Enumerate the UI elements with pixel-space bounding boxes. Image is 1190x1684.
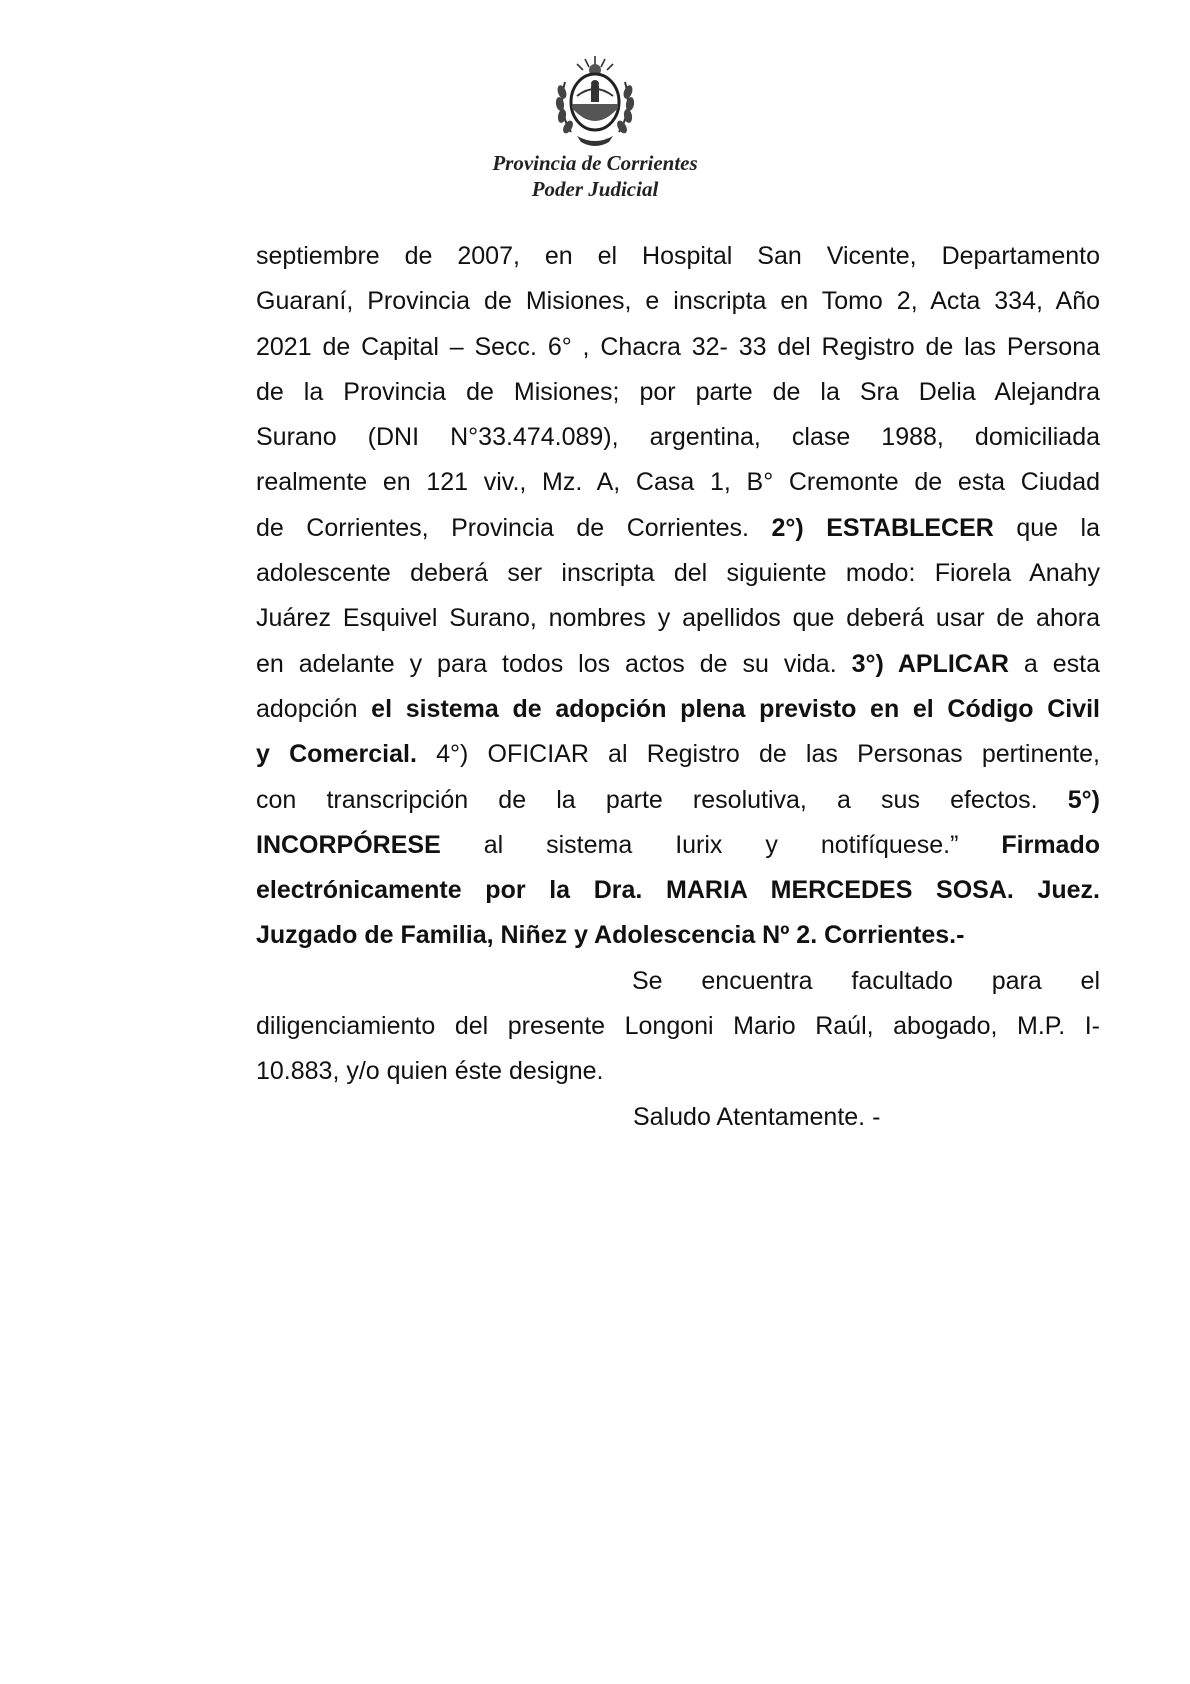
- text-segment: con transcripción de la parte resolutiva, a sus efectos.: [256, 785, 1068, 814]
- text-line: [256, 460, 1100, 505]
- text-segment: adolescente deberá ser inscripta del siguiente modo: Fiorela Anahy: [256, 559, 1100, 588]
- text-segment: Se encuentra facultado para el: [632, 966, 1100, 995]
- text-line: [256, 687, 1100, 732]
- text-line: [256, 234, 1100, 279]
- bold-text-segment: y Comercial.: [256, 740, 417, 769]
- text-segment: a esta: [1008, 649, 1100, 678]
- text-line: [256, 1049, 1100, 1094]
- text-line: [256, 732, 1100, 777]
- header-institution: Poder Judicial: [531, 177, 659, 201]
- text-segment: 4°) OFICIAR al Registro de las Personas pertinente,: [416, 740, 1100, 769]
- bold-text-segment: INCORPÓRESE: [256, 830, 441, 859]
- text-line: [256, 913, 1100, 958]
- text-line: [256, 370, 1100, 415]
- text-segment: Juárez Esquivel Surano, nombres y apellidos que deberá usar de ahora: [256, 604, 1100, 633]
- text-segment: que la: [993, 513, 1101, 542]
- bold-text-segment: el sistema de adopción plena previsto en el Código Civil: [371, 694, 1100, 723]
- header-province: Provincia de Corrientes: [492, 151, 698, 175]
- text-line: [256, 959, 1100, 1004]
- text-segment: de la Provincia de Misiones; por parte de la Sra Delia Alejandra: [256, 377, 1100, 406]
- bold-text-segment: Juzgado de Familia, Niñez y Adolescencia Nº 2. Corrientes.-: [256, 921, 965, 950]
- text-line: [256, 823, 1100, 868]
- text-segment: en adelante y para todos los actos de su vida.: [256, 649, 852, 678]
- text-line: [256, 1004, 1100, 1049]
- bold-text-segment: Firmado: [1001, 830, 1100, 859]
- text-segment: 10.883, y/o quien éste designe.: [256, 1057, 604, 1086]
- text-segment: septiembre de 2007, en el Hospital San Vicente, Departamento: [256, 242, 1100, 270]
- text-line: [256, 778, 1100, 823]
- bold-text-segment: 2°) ESTABLECER: [771, 513, 994, 542]
- bold-text-segment: 3°) APLICAR: [851, 649, 1009, 678]
- bold-text-segment: electrónicamente por la Dra. MARIA MERCEDES SOSA. Juez.: [256, 876, 1100, 905]
- text-line: [256, 868, 1100, 913]
- text-segment: Guaraní, Provincia de Misiones, e inscripta en Tomo 2, Acta 334, Año: [256, 287, 1100, 316]
- closing-salutation: Saludo Atentamente. -: [633, 1102, 881, 1131]
- text-line: [256, 506, 1100, 551]
- text-segment: diligenciamiento del presente Longoni Mario Raúl, abogado, M.P. I-: [256, 1012, 1100, 1041]
- text-line: [256, 642, 1100, 687]
- text-line: [256, 279, 1100, 324]
- text-segment: realmente en 121 viv., Mz. A, Casa 1, B° Cremonte de esta Ciudad: [256, 468, 1100, 497]
- text-line: [256, 325, 1100, 370]
- letterhead: [0, 52, 1190, 202]
- text-segment: de Corrientes, Provincia de Corrientes.: [256, 513, 772, 542]
- text-segment: adopción: [256, 694, 372, 723]
- text-line: [256, 551, 1100, 596]
- bold-text-segment: 5°): [1067, 785, 1100, 814]
- text-segment: al sistema Iurix y notifíquese.”: [440, 830, 1002, 859]
- text-segment: 2021 de Capital – Secc. 6° , Chacra 32- 33 del Registro de las Persona: [256, 332, 1100, 361]
- text-line: [256, 415, 1100, 460]
- coat-of-arms-seal-icon: [547, 52, 643, 150]
- document-body: [256, 234, 1100, 1140]
- text-line: [256, 596, 1100, 641]
- text-segment: Surano (DNI N°33.474.089), argentina, clase 1988, domiciliada: [256, 423, 1100, 452]
